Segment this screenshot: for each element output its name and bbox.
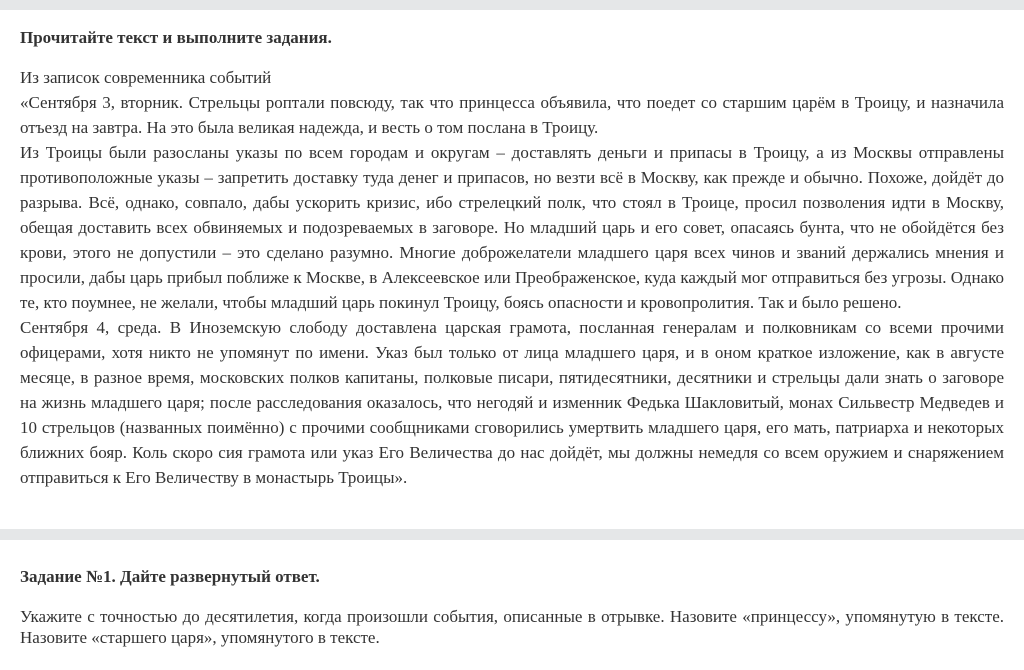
reading-instruction-heading: Прочитайте текст и выполните задания. [20,28,332,47]
task-heading: Задание №1. Дайте развернутый ответ. [20,567,320,586]
text-paragraph-2: Из Троицы были разосланы указы по всем городам и округам – доставлять деньги и припасы в Троицу, а из Москвы отправлены противоположные указы – запретить доставку туда денег и припасов, но везти всё в Москву, как прежде и обычно. Похоже, дойдёт до разрыва. Всё, однако, совпало, дабы ускорить кризис, ибо стрелецкий полк, что стоял в Троице, просил позволения идти в Москву, обещая доставить всех обвиняемых и подозреваемых в заговоре. Но младший царь и его совет, опасаясь бунта, что не обойдётся без крови, этого не допустили – это сделано разумно. Многие доброжелатели младшего царя всех чинов и званий держались мнения и просили, дабы царь прибыл поближе к Москве, в Алексеевское или Преображенское, куда каждый мог отправиться без угрозы. Однако те, кто поумнее, не желали, чтобы младший царь покинул Троицу, боясь опасности и кровопролития. Так и было решено. [20,143,1004,312]
top-divider-band [0,0,1024,10]
task-question: Укажите с точностью до десятилетия, когда произошли события, описанные в отрывке. Назовите «принцессу», упомянутую в тексте. Назовите «старшего царя», упомянутого в тексте. [20,607,1004,647]
source-line: Из записок современника событий [20,68,272,87]
task-section [0,540,1024,670]
section-divider-band [0,529,1024,540]
text-paragraph-3: Сентября 4, среда. В Иноземскую слободу доставлена царская грамота, посланная генералам и полковникам со всеми прочими офицерами, хотя никто не упомянут по имени. Указ был только от лица младшего царя, и в оном краткое изложение, как в августе месяце, в разное время, московских полков капитаны, полковые писари, пятидесятники, десятники и стрельцы дали знать о заговоре на жизнь младшего царя; после расследования оказалось, что негодяй и изменник Федька Шакловитый, монах Сильвестр Медведев и 10 стрельцов (названных поимённо) с прочими сообщниками сговорились умертвить младшего царя, его мать, патриарха и некоторых ближних бояр. Коль скоро сия грамота или указ Его Величества до нас дойдёт, мы должны немедля со всем оружием и снаряжением отправиться к Его Величеству в монастырь Троицы». [20,318,1004,487]
text-paragraph-1: «Сентября 3, вторник. Стрельцы роптали повсюду, так что принцесса объявила, что поедет со старшим царём в Троицу, и назначила отъезд на завтра. На это была великая надежда, и весть о том послана в Троицу. [20,93,1004,137]
reading-text-section [0,10,1024,529]
